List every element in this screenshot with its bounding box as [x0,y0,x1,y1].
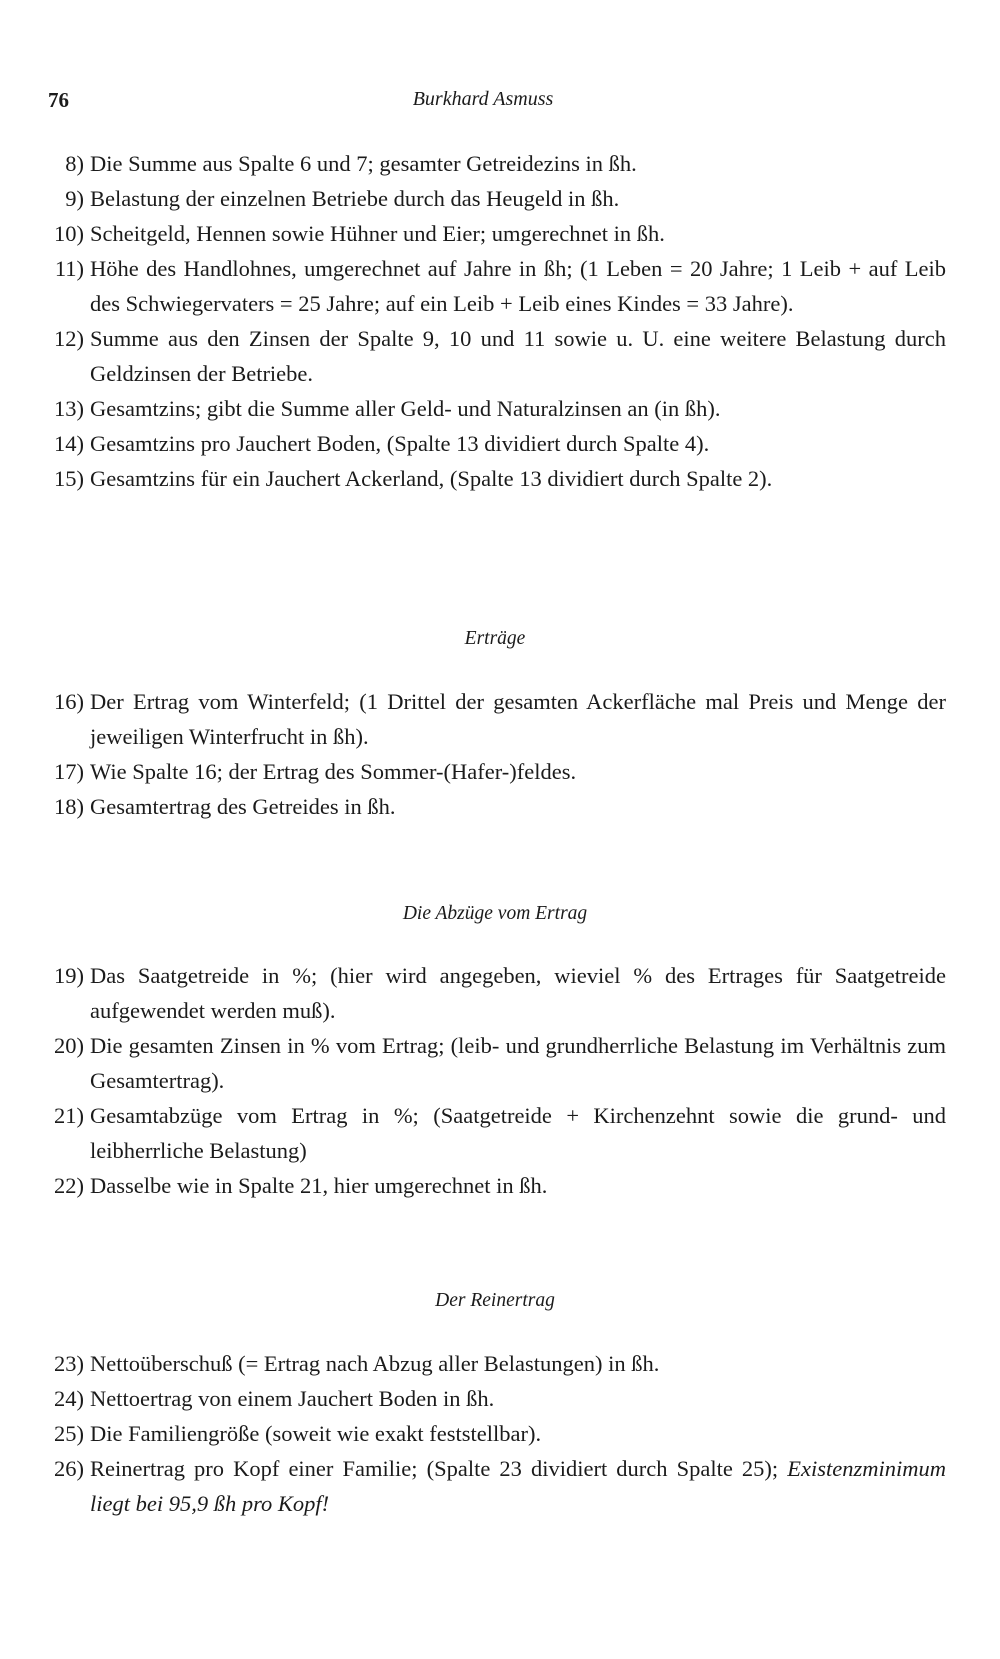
item-text: Nettoüberschuß (= Ertrag nach Abzug aller Belastungen) in ßh. [90,1351,660,1376]
section-title-reinertrag: Der Reinertrag [435,1290,555,1311]
list-item [44,181,946,216]
list-item [44,391,946,426]
item-number: 25) [54,1421,84,1446]
list-item [44,461,946,496]
list-item [44,958,946,1028]
item-text: Belastung der einzelnen Betriebe durch das Heugeld in ßh. [90,186,620,211]
list-item [44,1098,946,1168]
item-number: 24) [54,1386,84,1411]
list-item [44,321,946,391]
item-text: Reinertrag pro Kopf einer Familie; (Spalte 23 dividiert durch Spalte 25); [90,1456,788,1481]
page-number: 76 [48,88,69,112]
list-item [44,146,946,181]
list-item [44,1028,946,1098]
item-text: Gesamtzins für ein Jauchert Ackerland, (Spalte 13 dividiert durch Spalte 2). [90,466,773,491]
item-text: Die Familiengröße (soweit wie exakt feststellbar). [90,1421,542,1446]
item-text: Wie Spalte 16; der Ertrag des Sommer-(Hafer-)feldes. [90,759,577,784]
notes-block-2 [44,684,946,824]
item-text: Der Ertrag vom Winterfeld; (1 Drittel der gesamten Ackerfläche mal Preis und Menge der jeweiligen Winterfrucht in ßh). [90,689,946,749]
item-number: 10) [54,221,84,246]
item-number: 18) [54,794,84,819]
item-text: Das Saatgetreide in %; (hier wird angegeben, wieviel % des Ertrages für Saatgetreide aufgewendet werden muß). [90,963,946,1023]
notes-block-1 [44,146,946,496]
notes-block-4 [44,1346,946,1521]
list-item [44,684,946,754]
list-item [44,1451,946,1521]
item-number: 21) [54,1103,84,1128]
list-item [44,754,946,789]
item-number: 17) [54,759,84,784]
item-text: Summe aus den Zinsen der Spalte 9, 10 und 11 sowie u. U. eine weitere Belastung durch Geldzinsen der Betriebe. [90,326,946,386]
list-item [44,216,946,251]
item-number: 23) [54,1351,84,1376]
item-number: 9) [65,186,84,211]
item-number: 19) [54,963,84,988]
item-number: 14) [54,431,84,456]
notes-block-3 [44,958,946,1203]
page-header [48,88,918,118]
item-number: 15) [54,466,84,491]
section-title-abzuege: Die Abzüge vom Ertrag [402,903,588,924]
item-text: Die gesamten Zinsen in % vom Ertrag; (leib- und grundherrliche Belastung im Verhältnis zum Gesamtertrag). [90,1033,946,1093]
item-text: Dasselbe wie in Spalte 21, hier umgerechnet in ßh. [90,1173,548,1198]
item-text: Gesamtertrag des Getreides in ßh. [90,794,396,819]
list-item [44,789,946,824]
item-text: Scheitgeld, Hennen sowie Hühner und Eier; umgerechnet in ßh. [90,221,665,246]
item-text: Gesamtabzüge vom Ertrag in %; (Saatgetreide + Kirchenzehnt sowie die grund- und leibherrliche Belastung) [90,1103,946,1163]
list-item [44,1416,946,1451]
item-text: Gesamtzins; gibt die Summe aller Geld- und Naturalzinsen an (in ßh). [90,396,721,421]
section-title-ertraege: Erträge [464,628,526,649]
item-number: 12) [54,326,84,351]
item-number: 22) [54,1173,84,1198]
item-number: 13) [54,396,84,421]
list-item [44,1168,946,1203]
item-number: 26) [54,1456,84,1481]
item-text: Die Summe aus Spalte 6 und 7; gesamter Getreidezins in ßh. [90,151,637,176]
item-text: Nettoertrag von einem Jauchert Boden in ßh. [90,1386,495,1411]
list-item [44,426,946,461]
list-item [44,251,946,321]
running-head: Burkhard Asmuss [412,88,554,110]
item-number: 16) [54,689,84,714]
item-number: 8) [65,151,84,176]
item-number: 20) [54,1033,84,1058]
list-item [44,1346,946,1381]
item-text: Höhe des Handlohnes, umgerechnet auf Jahre in ßh; (1 Leben = 20 Jahre; 1 Leib + auf Leib des Schwiegervaters = 25 Jahre; auf ein Leib + Leib eines Kindes = 33 Jahre). [90,256,946,316]
list-item [44,1381,946,1416]
item-text: Gesamtzins pro Jauchert Boden, (Spalte 13 dividiert durch Spalte 4). [90,431,710,456]
item-number: 11) [54,256,84,281]
item-emphasis: Existenzminimum liegt bei 95,9 ßh pro Kopf! [90,1456,946,1516]
